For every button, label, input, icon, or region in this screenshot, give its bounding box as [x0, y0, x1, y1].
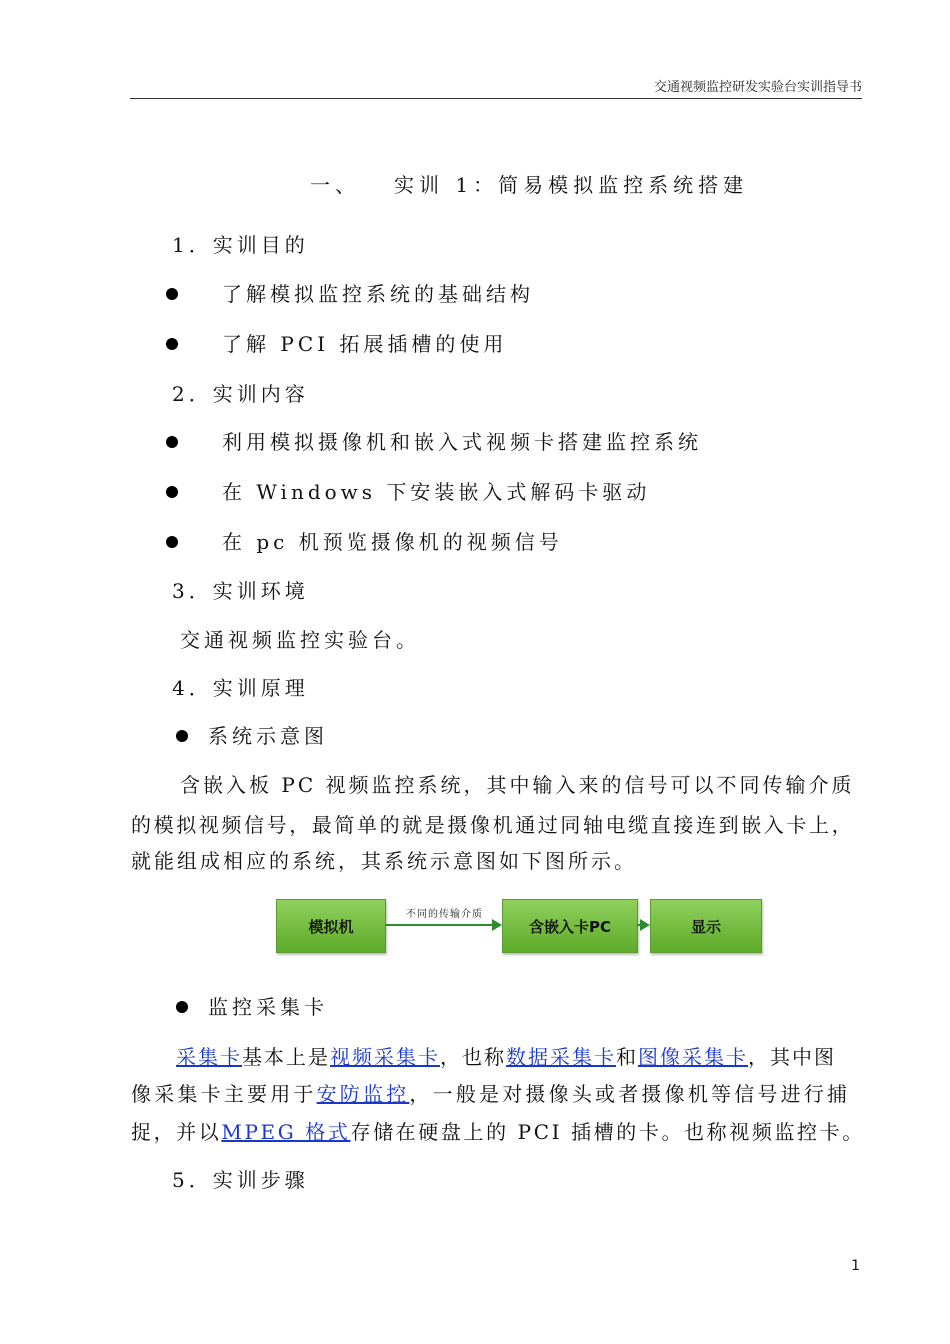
subsection-heading: 监控采集卡 [208, 995, 328, 1019]
link-data-capture-card[interactable]: 数据采集卡 [506, 1045, 616, 1069]
paragraph-line: 的模拟视频信号，最简单的就是摄像机通过同轴电缆直接连到嵌入卡上， [131, 813, 855, 837]
link-image-capture-card[interactable]: 图像采集卡 [638, 1045, 748, 1069]
text-span: 像采集卡主要用于 [131, 1082, 317, 1106]
text-span: ，也称 [440, 1045, 506, 1069]
text-span: 和 [616, 1045, 638, 1069]
text-span: ，一般是对摄像头或者摄像机等信号进行捕 [409, 1082, 851, 1106]
system-diagram [276, 897, 762, 953]
bullet-icon [166, 536, 178, 548]
list-item: 了解 PCI 拓展插槽的使用 [222, 332, 508, 356]
section-heading-5: 5．实训步骤 [172, 1168, 309, 1192]
bullet-icon [166, 486, 178, 498]
section-heading-4: 4．实训原理 [172, 676, 309, 700]
chapter-title [310, 175, 748, 195]
section-heading-1: 1．实训目的 [172, 233, 309, 257]
bullet-icon [176, 1001, 188, 1013]
text-span: 捉，并以 [131, 1120, 222, 1144]
link-mpeg-format[interactable]: MPEG 格式 [221, 1120, 351, 1144]
link-video-capture-card[interactable]: 视频采集卡 [330, 1045, 440, 1069]
header-divider [130, 98, 862, 99]
bullet-icon [166, 436, 178, 448]
header-title: 交通视频监控研发实验台实训指导书 [653, 80, 862, 95]
environment-text: 交通视频监控实验台。 [180, 628, 420, 652]
list-item: 利用模拟摄像机和嵌入式视频卡搭建监控系统 [222, 430, 702, 454]
paragraph-line [176, 1047, 836, 1067]
paragraph-line [131, 1084, 850, 1104]
link-capture-card[interactable]: 采集卡 [176, 1045, 242, 1069]
arrow-right-icon [640, 919, 650, 931]
page-number: 1 [851, 1258, 860, 1274]
paragraph-line [131, 1122, 865, 1142]
list-item: 在 pc 机预览摄像机的视频信号 [222, 530, 563, 554]
diagram-arrow-label: 不同的传输介质 [406, 909, 483, 920]
text-span: 基本上是 [242, 1045, 330, 1069]
list-item: 了解模拟监控系统的基础结构 [222, 282, 534, 306]
diagram-box-camera: 模拟机 [276, 899, 386, 953]
section-heading-2: 2．实训内容 [172, 382, 309, 406]
list-item: 在 Windows 下安装嵌入式解码卡驱动 [222, 480, 651, 504]
chapter-number: 一、 [310, 173, 360, 197]
text-span: ，其中图 [748, 1045, 836, 1069]
section-heading-3: 3．实训环境 [172, 579, 309, 603]
link-security-monitoring[interactable]: 安防监控 [316, 1082, 410, 1106]
paragraph-line: 含嵌入板 PC 视频监控系统，其中输入来的信号可以不同传输介质 [180, 773, 855, 797]
arrow-right-icon [492, 919, 502, 931]
bullet-icon [166, 338, 178, 350]
text-span: 存储在硬盘上的 PCI 插槽的卡。也称视频监控卡。 [350, 1120, 865, 1144]
bullet-icon [166, 288, 178, 300]
subsection-heading: 系统示意图 [208, 724, 328, 748]
diagram-arrow-line [385, 924, 492, 926]
diagram-box-display: 显示 [650, 899, 762, 953]
bullet-icon [176, 730, 188, 742]
diagram-box-pc: 含嵌入卡PC [502, 899, 638, 953]
paragraph-line: 就能组成相应的系统，其系统示意图如下图所示。 [131, 849, 637, 873]
chapter-title-text: 实训 1：简易模拟监控系统搭建 [394, 173, 749, 197]
